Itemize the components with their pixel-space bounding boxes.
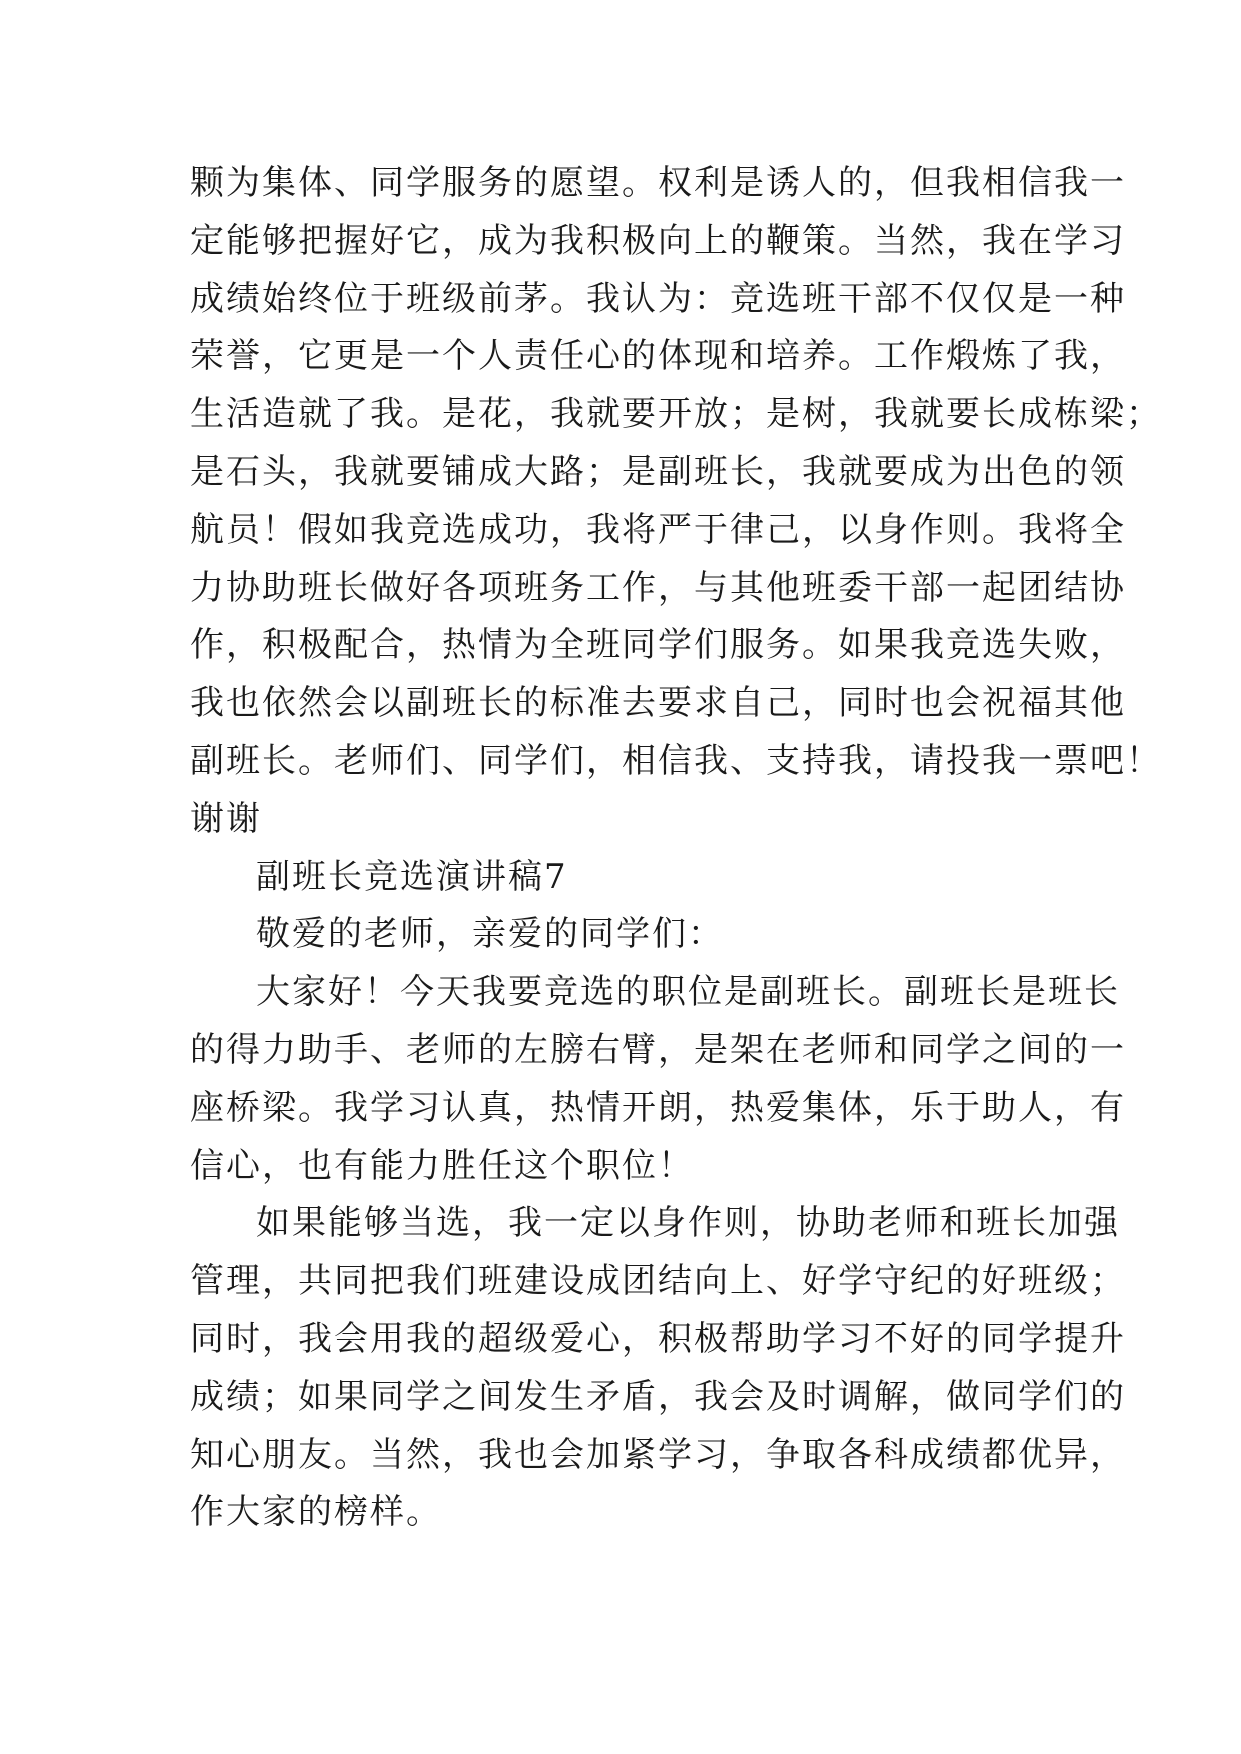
text-line: 同时，我会用我的超级爱心，积极帮助学习不好的同学提升 [190,1318,1126,1359]
text-line: 成绩；如果同学之间发生矛盾，我会及时调解，做同学们的 [190,1376,1126,1417]
text-line: 作大家的榜样。 [190,1492,442,1533]
section-title [190,849,1050,907]
text-line: 颗为集体、同学服务的愿望。权利是诱人的，但我相信我一 [190,163,1126,203]
text-line: 副班长竞选演讲稿7 [256,856,568,897]
text-line: 谢谢 [190,798,262,839]
text-line: 是石头，我就要铺成大路；是副班长，我就要成为出色的领 [190,451,1126,492]
text-line: 的得力助手、老师的左膀右臂，是架在老师和同学之间的一 [190,1029,1126,1070]
text-line: 管理，共同把我们班建设成团结向上、好学守纪的好班级； [190,1261,1126,1302]
text-line: 成绩始终位于班级前茅。我认为：竞选班干部不仅仅是一种 [190,278,1126,319]
text-line: 定能够把握好它，成为我积极向上的鞭策。当然，我在学习 [190,220,1126,261]
text-line: 生活造就了我。是花，我就要开放；是树，我就要长成栋梁； [190,394,1162,435]
text-line: 力协助班长做好各项班务工作，与其他班委干部一起团结协 [190,567,1126,608]
salutation [190,906,1050,964]
text-line: 大家好！今天我要竞选的职位是副班长。副班长是班长 [256,972,1120,1013]
text-line: 知心朋友。当然，我也会加紧学习，争取各科成绩都优异， [190,1434,1126,1475]
paragraph [190,1195,1126,1542]
paragraph [190,155,1162,849]
text-line: 我也依然会以副班长的标准去要求自己，同时也会祝福其他 [190,683,1126,724]
text-line: 作，积极配合，热情为全班同学们服务。如果我竞选失败， [190,625,1126,666]
text-line: 座桥梁。我学习认真，热情开朗，热爱集体，乐于助人，有 [190,1087,1126,1128]
text-line: 信心，也有能力胜任这个职位！ [190,1145,694,1186]
text-line: 敬爱的老师，亲爱的同学们： [256,914,724,955]
text-line: 副班长。老师们、同学们，相信我、支持我，请投我一票吧！ [190,740,1162,781]
text-line: 荣誉，它更是一个人责任心的体现和培养。工作煅炼了我， [190,336,1126,377]
text-line: 如果能够当选，我一定以身作则，协助老师和班长加强 [256,1203,1120,1244]
text-line: 航员！假如我竞选成功，我将严于律己，以身作则。我将全 [190,509,1126,550]
paragraph [190,964,1126,1195]
document-body [190,155,1162,1542]
